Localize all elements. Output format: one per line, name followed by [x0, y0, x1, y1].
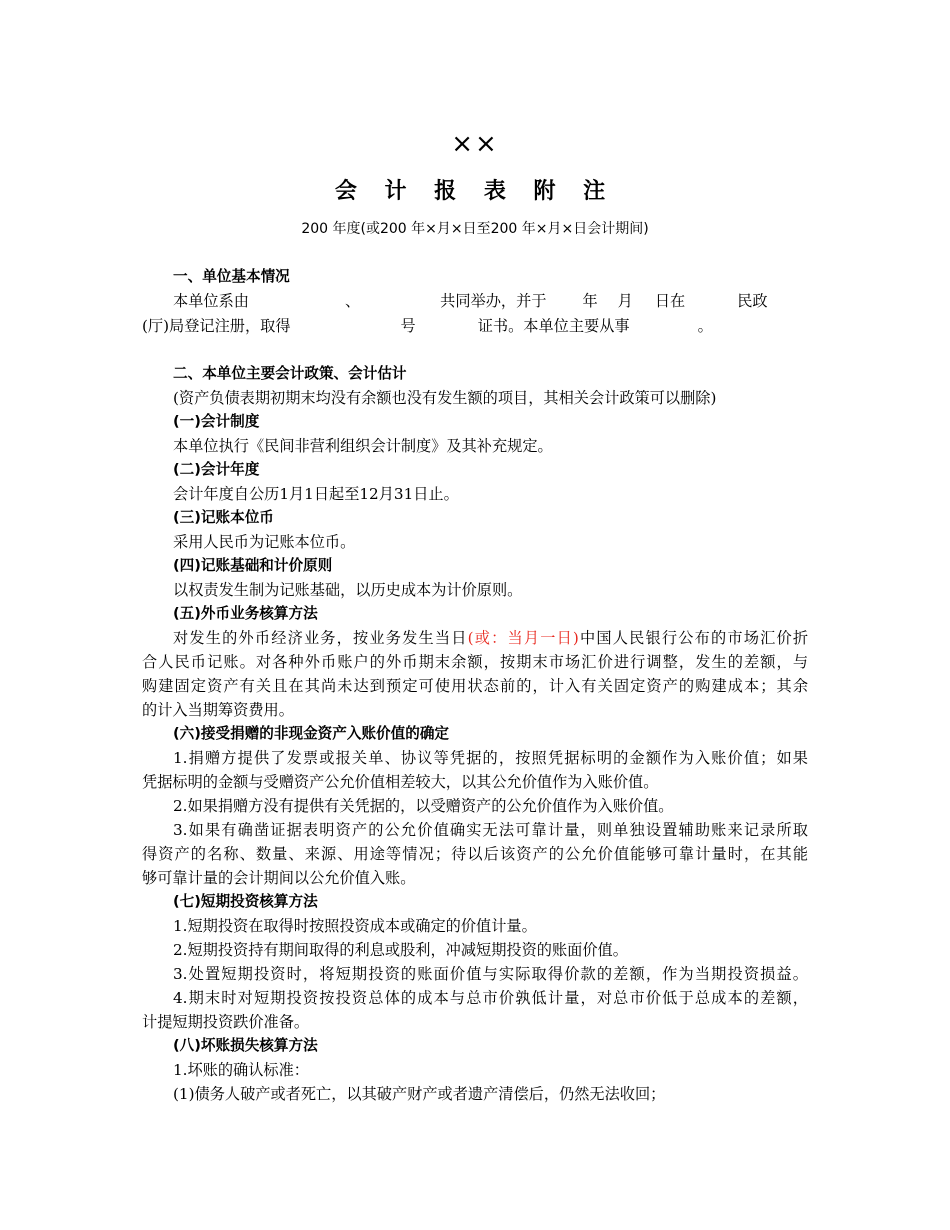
subsection-2-heading: (二)会计年度: [173, 461, 260, 478]
subsection-8-item-1: 1.坏账的确认标准：: [173, 1061, 309, 1079]
text-run: 证书。本单位主要从事: [477, 317, 630, 335]
subsection-1-text: 本单位执行《民间非营利组织会计制度》及其补充规定。: [173, 437, 553, 455]
subsection-6-heading: (六)接受捐赠的非现金资产入账价值的确定: [173, 725, 450, 742]
text-run: 月: [617, 292, 633, 310]
subsection-5-line-2: 合人民币记账。对各种外币账户的外币期末余额，按期末市场汇价进行调整，发生的差额，与: [142, 653, 808, 671]
subsection-7-item-3: 3.处置短期投资时，将短期投资的账面价值与实际取得价款的差额，作为当期投资损益。: [173, 965, 808, 983]
subsection-3-text: 采用人民币为记账本位币。: [173, 533, 356, 551]
subsection-3-heading: (三)记账本位币: [173, 509, 274, 526]
text-run: 。: [697, 317, 713, 335]
subsection-5-line-4: 的计入当期筹资费用。: [142, 701, 294, 719]
text-run: 中国人民银行公布的市场汇价折: [578, 629, 809, 647]
subsection-6-item-3-line-2: 得资产的名称、数量、来源、用途等情况；待以后该资产的公允价值能够可靠计量时，在其能: [142, 845, 808, 863]
section-2-heading: 二、本单位主要会计政策、会计估计: [173, 365, 407, 382]
subsection-6-item-2: 2.如果捐赠方没有提供有关凭据的，以受赠资产的公允价值作为入账价值。: [173, 797, 674, 815]
text-run: 本单位系由: [173, 292, 249, 310]
subsection-6-item-3-line-1: 3.如果有确凿证据表明资产的公允价值确实无法可靠计量，则单独设置辅助账来记录所取: [173, 821, 808, 839]
report-period: 200 年度(或200 年×月×日至200 年×月×日会计期间): [301, 221, 649, 237]
subsection-8-item-1-sub-1: (1)债务人破产或者死亡，以其破产财产或者遗产清偿后，仍然无法收回；: [173, 1085, 666, 1103]
subsection-5-heading: (五)外币业务核算方法: [173, 605, 318, 622]
subsection-6-item-1-line-1: 1.捐赠方提供了发票或报关单、协议等凭据的，按照凭据标明的金额作为入账价值；如果: [173, 749, 808, 767]
subsection-7-item-2: 2.短期投资持有期间取得的利息或股利，冲减短期投资的账面价值。: [173, 941, 628, 959]
subsection-4-text: 以权责发生制为记账基础，以历史成本为计价原则。: [173, 581, 523, 599]
section-1-line-1: [173, 289, 808, 313]
text-run: 共同举办，并于: [440, 292, 547, 310]
subsection-4-heading: (四)记账基础和计价原则: [173, 557, 333, 574]
text-run: 号: [400, 317, 416, 335]
subsection-6-item-1-line-2: 凭据标明的金额与受赠资产公允价值相差较大，以其公允价值作为入账价值。: [142, 773, 659, 791]
subsection-7-item-4-line-1: 4.期末时对短期投资按投资总体的成本与总市价孰低计量，对总市价低于总成本的差额，: [173, 989, 808, 1007]
alternative-note: (或：当月一日): [467, 629, 579, 647]
section-2-note: (资产负债表期初期末均没有余额也没有发生额的项目，其相关会计政策可以删除): [173, 389, 717, 407]
subsection-6-item-3-line-3: 够可靠计量的会计期间以公允价值入账。: [142, 869, 416, 887]
text-run: 日在: [654, 292, 686, 310]
text-run: 对发生的外币经济业务，按业务发生当日: [173, 629, 468, 647]
text-run: 、: [344, 292, 361, 310]
subsection-5-line-3: 购建固定资产有关且在其尚未达到预定可使用状态前的，计入有关固定资产的购建成本；其余: [142, 677, 808, 695]
subsection-1-heading: (一)会计制度: [173, 413, 260, 430]
subsection-7-item-1: 1.短期投资在取得时按照投资成本或确定的价值计量。: [173, 917, 537, 935]
subsection-8-heading: (八)坏账损失核算方法: [173, 1037, 318, 1054]
subsection-7-heading: (七)短期投资核算方法: [173, 893, 318, 910]
subsection-2-text: 会计年度自公历1月1日起至12月31日止。: [173, 485, 459, 503]
subsection-7-item-4-line-2: 计提短期投资跌价准备。: [142, 1013, 310, 1031]
section-1-line-2: [142, 314, 713, 338]
section-1-heading: 一、单位基本情况: [173, 268, 290, 285]
subsection-5-line-1: [173, 626, 808, 650]
text-run: (厅)局登记注册，取得: [142, 317, 291, 335]
document-title: 会 计 报 表 附 注: [334, 179, 616, 204]
text-run: 民政: [737, 292, 768, 310]
text-run: 年: [582, 292, 598, 310]
org-name-placeholder: ××: [451, 129, 499, 159]
